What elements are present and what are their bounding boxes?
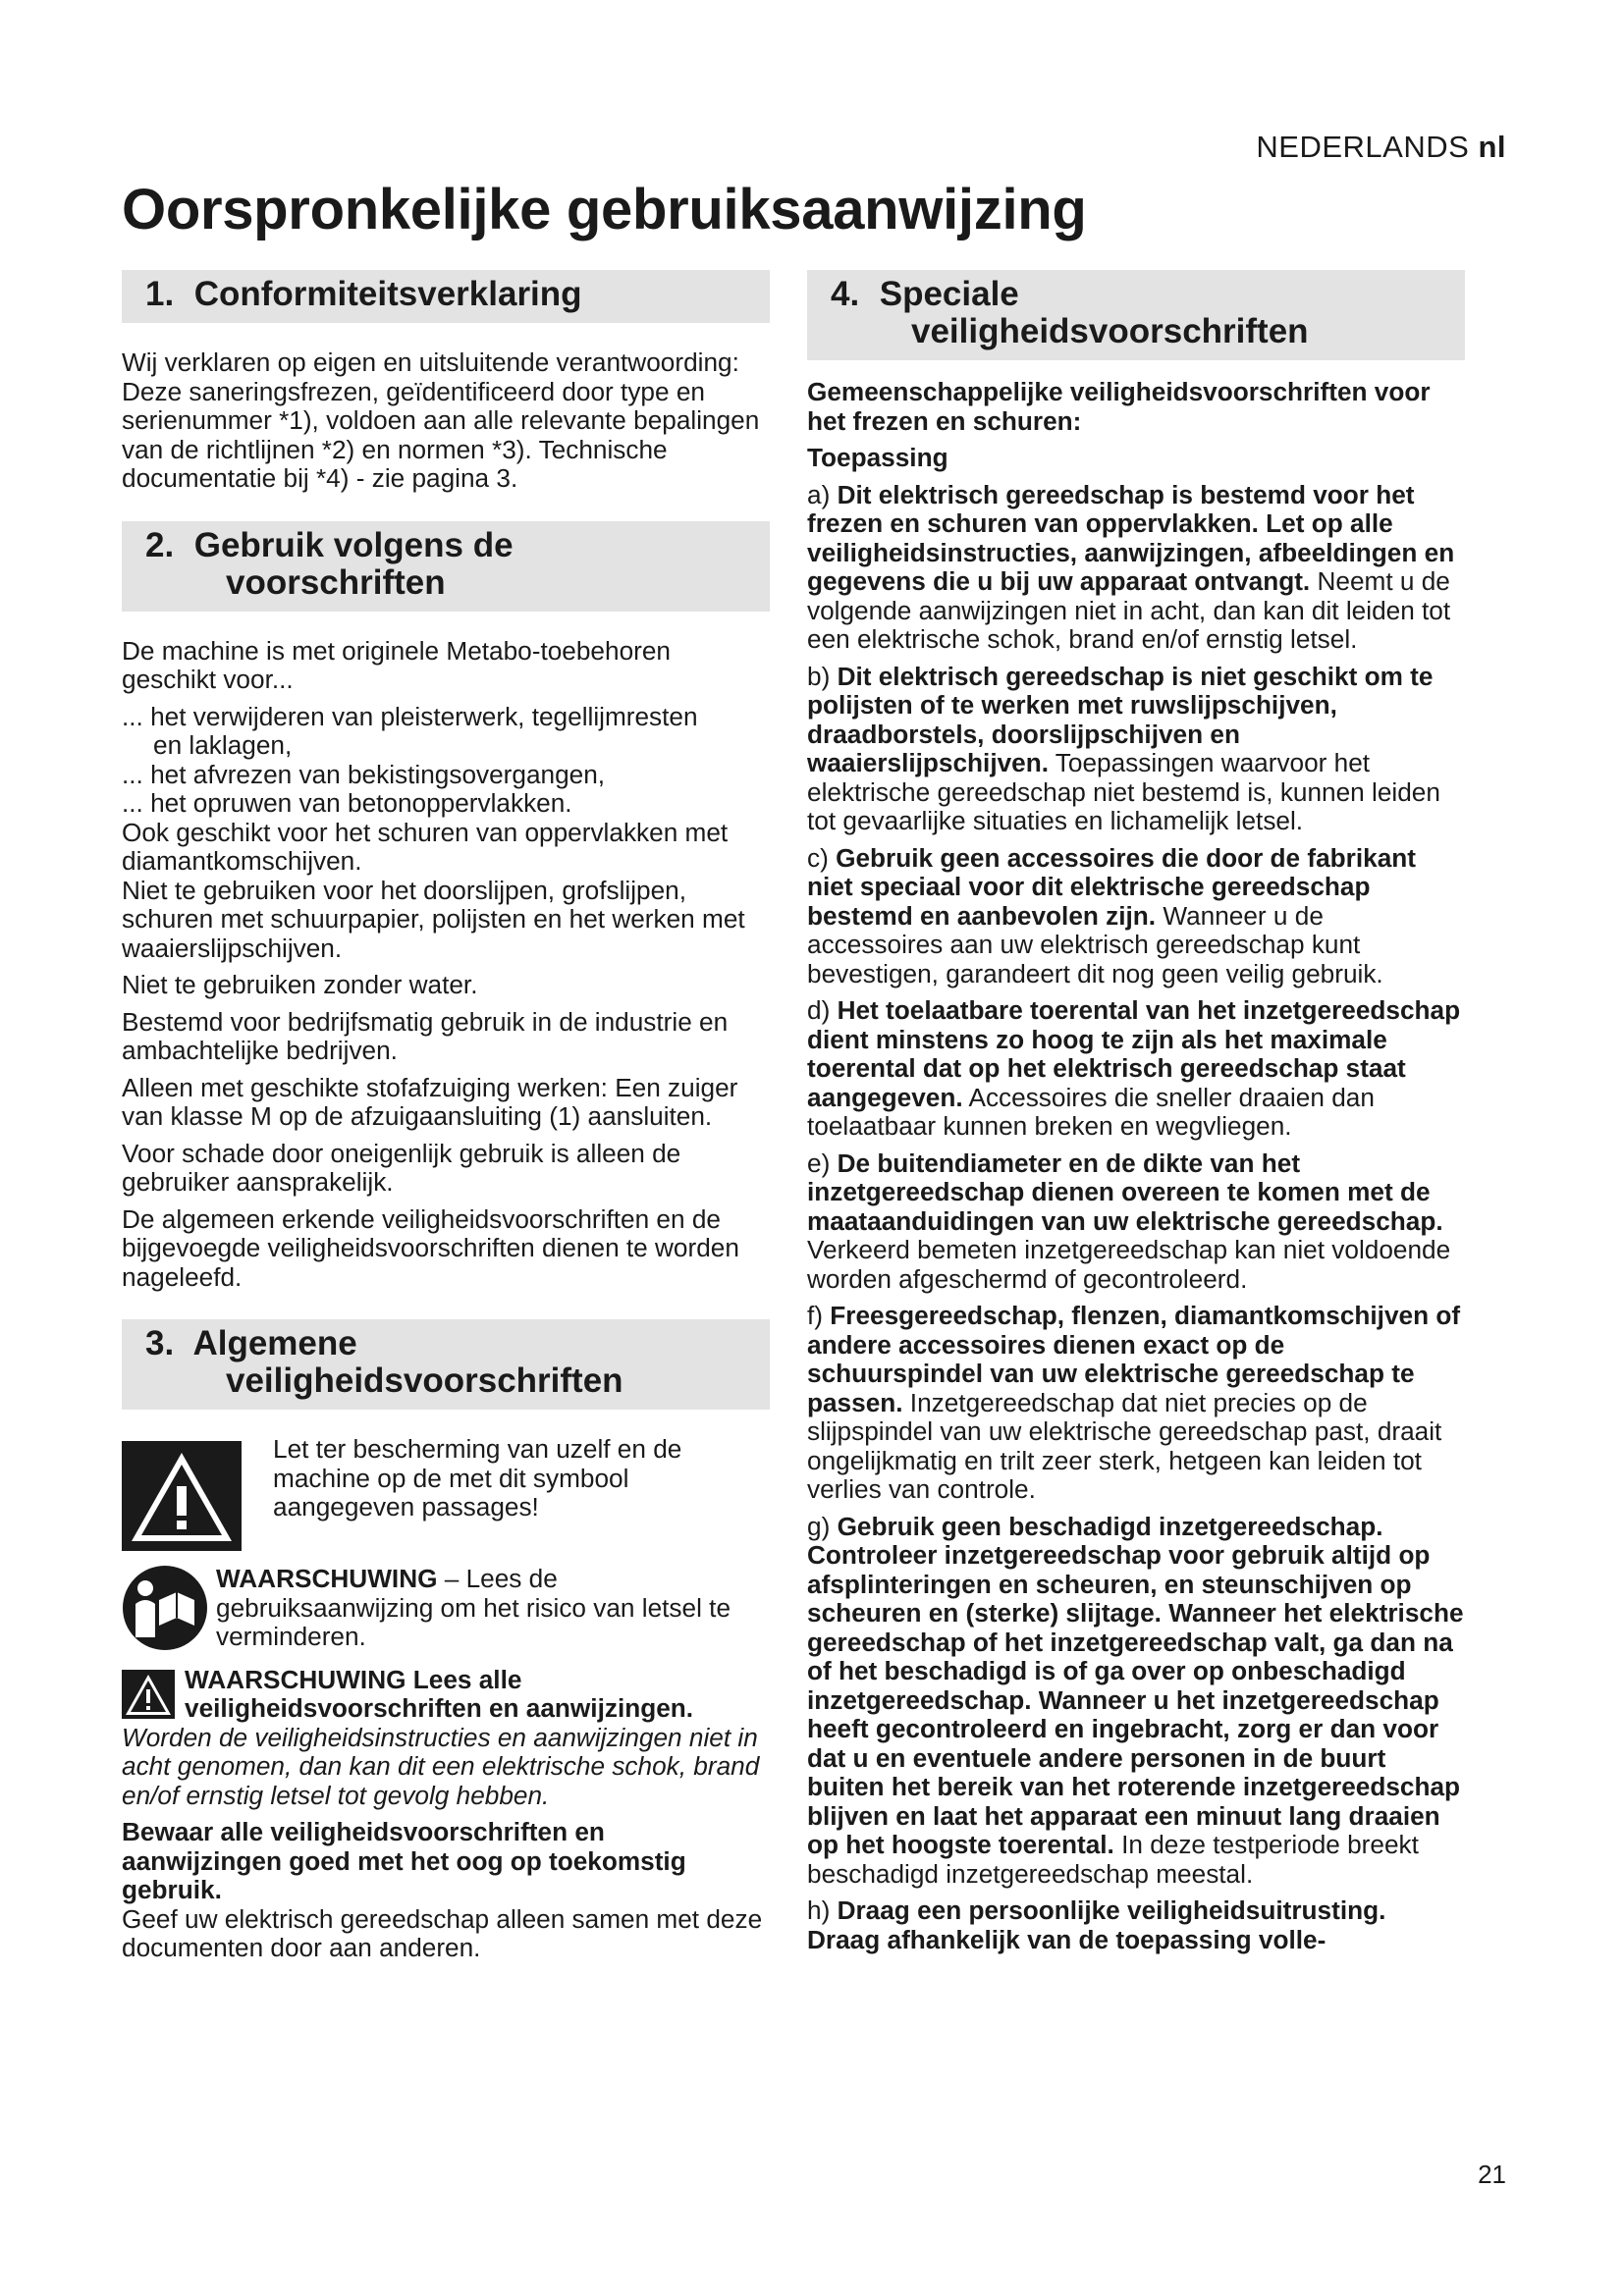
section-2-water: Niet te gebruiken zonder water. xyxy=(122,970,478,999)
section-4-subhead: Gemeenschappelijke veiligheidsvoorschriften voor het frezen en schuren: xyxy=(807,377,1431,436)
section-2-algemeen: De algemeen erkende veiligheidsvoorschriften en de bijgevoegde veiligheidsvoorschriften dienen te worden nageleefd. xyxy=(122,1203,739,1292)
section-2-bestemd: Bestemd voor bedrijfsmatig gebruik in de industrie en ambachtelijke bedrijven. xyxy=(122,1006,729,1065)
left-column xyxy=(122,270,770,1971)
warning-triangle-small-icon xyxy=(122,1670,175,1719)
warning-manual: WAARSCHUWING – Lees de gebruiksaanwijzing om het risico van letsel te verminderen. xyxy=(122,1565,770,1652)
section-4-heading: 4. Speciale veiligheidsvoorschriften xyxy=(807,270,1465,360)
warning-general: WAARSCHUWING Lees alle veiligheidsvoorschriften en aanwijzingen. Worden de veiligheidsinstructies en aanwijzingen niet in acht genomen, dan kan dit een elektrische schok, brand en/of ernstig letsel tot gevolg hebben. xyxy=(122,1664,760,1810)
safety-rule-item: g) Gebruik geen beschadigd inzetgereedschap. Controleer inzetgereedschap voor gebruik altijd op afsplinteringen en scheuren, en steunschijven op scheuren en (sterke) slijtage. Wanneer het elektrische gereedschap of het inzetgereedschap valt, ga dan na of het beschadigd is of ga over op onbeschadigd inzetgereedschap. Wanneer u het inzetgereedschap heeft gecontroleerd en ingebracht, zorg er dan voor dat u en eventuele andere personen in de buurt buiten het bereik van het roterende inzetgereedschap blijven en laat het apparaat een minuut lang draaien op het hoogste toerental. In deze testperiode breekt beschadigd inzetgereedschap meestal. xyxy=(807,1511,1464,1889)
section-3-geef: Geef uw elektrisch gereedschap alleen samen met deze documenten door aan anderen. xyxy=(122,1903,763,1962)
safety-rule-item: f) Freesgereedschap, flenzen, diamantkomschijven of andere accessoires dienen exact op de schuurspindel van uw elektrische gereedschap te passen. Inzetgereedschap dat niet precies op de slijpspindel van uw elektrische gereedschap past, draait ongelijkmatig en trilt zeer sterk, hetgeen kan leiden tot verlies van controle. xyxy=(807,1301,1461,1504)
section-2-heading: 2. Gebruik volgens de voorschriften xyxy=(122,521,770,612)
section-2-schade: Voor schade door oneigenlijk gebruik is alleen de gebruiker aansprakelijk. xyxy=(122,1138,681,1197)
section-4-toepassing: Toepassing xyxy=(807,443,948,472)
list-item: ... het afvrezen van bekistingsovergangen, xyxy=(122,759,606,789)
safety-rule-item: d) Het toelaatbare toerental van het inzetgereedschap dient minstens zo hoog te zijn als het maximale toerental dat op het elektrisch gereedschap staat aangegeven. Accessoires die sneller draaien dan toelaatbaar kunnen breken en wegvliegen. xyxy=(807,995,1461,1141)
section-3-heading: 3. Algemene veiligheidsvoorschriften xyxy=(122,1319,770,1410)
safety-rule-item: c) Gebruik geen accessoires die door de fabrikant niet speciaal voor dit elektrische gereedschap bestemd en aanbevolen zijn. Wanneer u de accessoires aan uw elektrisch gereedschap kunt bevestigen, garandeert dit nog geen veilig gebruik. xyxy=(807,842,1416,988)
safety-rule-list xyxy=(807,481,1465,1955)
section-1-text: Wij verklaren op eigen en uitsluitende verantwoording: Deze saneringsfrezen, geïdentificeerd door type en serienummer *1), voldoen aan alle relevante bepalingen van de richtlijnen *2) en normen *3). Technische documentatie bij *4) - zie pagina 3. xyxy=(122,347,760,493)
list-item: ... het verwijderen van pleisterwerk, tegellijmresten en laklagen, xyxy=(122,701,698,760)
read-manual-icon xyxy=(122,1565,208,1651)
safety-rule-item: e) De buitendiameter en de dikte van het inzetgereedschap dienen overeen te komen met de maataanduidingen van uw elektrische gereedschap. Verkeerd bemeten inzetgereedschap kan niet voldoende worden afgeschermd of gecontroleerd. xyxy=(807,1148,1451,1294)
safety-rule-item: a) Dit elektrisch gereedschap is bestemd voor het frezen en schuren van oppervlakken. Let op alle veiligheidsinstructies, aanwijzingen, afbeeldingen en gegevens die u bij uw apparaat ontvangt. Neemt u de volgende aanwijzingen niet in acht, dan kan dit leiden tot een elektrische schok, brand en/of ernstig letsel. xyxy=(807,479,1455,654)
safety-rule-item: b) Dit elektrisch gereedschap is niet geschikt om te polijsten of te werken met ruwslijpschijven, draadborstels, doorslijpschijven en waaierslijpschijven. Toepassingen waarvoor het elektrische gereedschap niet bestemd is, kunnen leiden tot gevaarlijke situaties en lichamelijk letsel. xyxy=(807,661,1440,835)
section-3-bewaar: Bewaar alle veiligheidsvoorschriften en aanwijzingen goed met het oog op toekomstig gebruik. xyxy=(122,1817,686,1904)
section-2-diamant: Ook geschikt voor het schuren van oppervlakken met diamantkomschijven. xyxy=(122,817,729,876)
section-2-intro: De machine is met originele Metabo-toebehoren geschikt voor... xyxy=(122,635,671,694)
warning-triangle-icon xyxy=(122,1441,242,1551)
symbol-note: Let ter bescherming van uzelf en de machine op de met dit symbool aangegeven passages! xyxy=(122,1435,770,1551)
right-column xyxy=(807,270,1465,1962)
page-title: Oorspronkelijke gebruiksaanwijzing xyxy=(122,178,1087,241)
page-number: 21 xyxy=(1478,2160,1506,2189)
section-2-stof: Alleen met geschikte stofafzuiging werken: Een zuiger van klasse M op de afzuigaansluiting (1) aansluiten. xyxy=(122,1072,738,1131)
list-item: ... het opruwen van betonoppervlakken. xyxy=(122,788,572,818)
safety-rule-item: h) Draag een persoonlijke veiligheidsuitrusting. Draag afhankelijk van de toepassing volle- xyxy=(807,1896,1386,1954)
language-label: NEDERLANDS nl xyxy=(1256,130,1506,164)
section-1-heading: 1. Conformiteitsverklaring xyxy=(122,270,770,323)
section-2-niet: Niet te gebruiken voor het doorslijpen, grofslijpen, schuren met schuurpapier, polijsten en het werken met waaierslijpschijven. xyxy=(122,875,745,963)
